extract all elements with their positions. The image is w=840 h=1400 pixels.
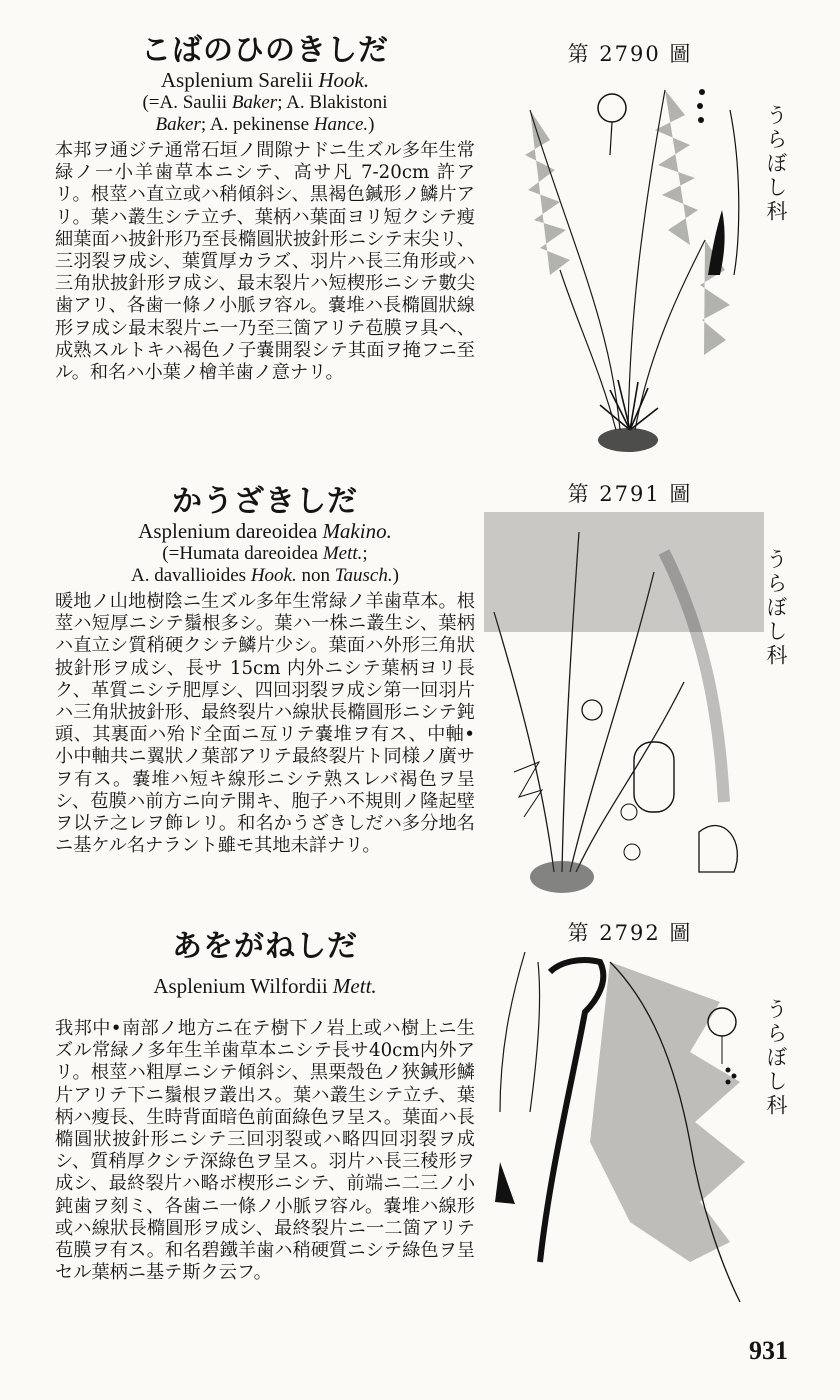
synonym-line xyxy=(55,92,475,114)
figure-number: 第 2791 圖 xyxy=(567,482,693,506)
page-number: 931 xyxy=(749,1336,788,1365)
synonym-author: Baker xyxy=(231,92,278,113)
genus-species: Asplenium dareoidea xyxy=(138,519,318,543)
genus-species: Asplenium Sarelii xyxy=(160,68,314,92)
synonym-text: (=A. Saulii xyxy=(142,92,228,113)
synonym-author: Baker xyxy=(155,114,201,135)
species-description: 暖地ノ山地樹陰ニ生ズル多年生常緑ノ羊歯草本。根莖ハ短厚ニシテ鬚根多シ。葉ハ一株ニ叢生シ、葉柄ハ直立シ質稍硬クシテ鱗片少シ。葉面ハ外形三角狀披針形ヲ成シ、長サ 15cm 内外ニシテ葉柄ヨリ長ク、革質ニシテ肥厚シ、四回羽裂ヲ成シ第一回羽片ハ三角狀披針形、最終裂片ハ線狀長橢圓形ニシテ鈍頭、其裏面ハ殆ド全面ニ亙リテ嚢堆ヲ有ス、中軸•小中軸共ニ翼狀ノ葉部アリテ最終裂片ト同様ノ廣サヲ有ス。嚢堆ハ短キ線形ニシテ熟スレバ褐色ヲ呈シ、苞膜ハ前方ニ向テ開キ、胞子ハ不規則ノ隆起壁ヲ以テ之レヲ飾レリ。和名かうざきしだハ多分地名ニ基ケル名ナラント雖モ其地未詳ナリ。 xyxy=(55,591,475,857)
synonym-author: Mett. xyxy=(322,543,363,564)
synonym-sep: ; A. pekinense xyxy=(200,114,310,135)
fern-illustration-icon xyxy=(484,512,764,897)
synonym-text: (=Humata dareoidea xyxy=(162,543,319,564)
synonym-sep: ; A. Blakistoni xyxy=(277,92,388,113)
species-description: 本邦ヲ通ジテ通常石垣ノ間隙ナドニ生ズル多年生常緑ノ一小羊歯草本ニシテ、高サ凡 7-20cm 許アリ。根莖ハ直立或ハ稍傾斜シ、黒褐色鍼形ノ鱗片アリ。葉ハ叢生シテ立チ、葉柄ハ葉面ヨリ短クシテ瘦細葉面ハ披針形乃至長橢圓狀披針形ニシテ末尖リ、三羽裂ヲ成シ、葉質厚カラズ、羽片ハ長三角形或ハ三角狀披針形ヲ成シ、最末裂片ハ短楔形ニシテ數尖歯アリ、各歯一條ノ小脈ヲ容ル。嚢堆ハ長橢圓狀線形ヲ成シ最末裂片ニ一乃至三箇アリテ苞膜ヲ具ヘ、成熟スルトキハ褐色ノ子嚢開裂シテ其面ヲ掩フニ至ル。和名ハ小葉ノ檜羊歯ノ意ナリ。 xyxy=(55,140,475,384)
author: Makino. xyxy=(322,519,392,543)
entry-kobanohinokishida xyxy=(55,34,475,384)
genus-species: Asplenium Wilfordii xyxy=(153,974,328,998)
synonym-sep: ; xyxy=(362,543,368,564)
synonym-line xyxy=(55,114,475,136)
synonym-line xyxy=(55,543,475,565)
synonym-author: Hook. xyxy=(250,565,297,586)
japanese-name: こばのひのきしだ xyxy=(141,33,389,68)
synonym-author: Hance. xyxy=(313,114,369,135)
synonym-line xyxy=(55,565,475,587)
synonym-sep: non xyxy=(301,565,330,586)
author: Mett. xyxy=(332,974,377,998)
species-description: 我邦中•南部ノ地方ニ在テ樹下ノ岩上或ハ樹上ニ生ズル常緑ノ多年生羊歯草本ニシテ長サ40cm内外アリ。根莖ハ粗厚ニシテ傾斜シ、黒栗殼色ノ狹鍼形鱗片アリテ下ニ鬚根ヲ叢出ス。葉ハ叢生シテ立チ、葉柄ハ瘦長、生時背面暗色前面綠色ヲ呈ス。葉面ハ長橢圓狀披針形ニシテ三回羽裂或ハ略四回羽裂ヲ成シ、質稍厚クシテ深綠色ヲ呈ス。羽片ハ長三稜形ヲ成シ、最終裂片ハ略ボ楔形ニシテ、前端ニ二三ノ小鈍歯ヲ刻ミ、各歯ニ一條ノ小脈ヲ容ル。嚢堆ハ線形或ハ線狀長橢圓形ヲ成シ、最終裂片ニ一二箇アリテ苞膜ヲ有ス。和名碧鐵羊歯ハ稍硬質ニシテ綠色ヲ呈セル葉柄ニ基テ斯ク云フ。 xyxy=(55,1018,475,1284)
family-label: うらぼし科 xyxy=(764,998,788,1118)
scientific-name xyxy=(55,974,475,998)
scientific-name xyxy=(55,68,475,92)
entry-kouzakishida xyxy=(55,485,475,857)
family-label: うらぼし科 xyxy=(764,548,788,668)
figure-number: 第 2790 圖 xyxy=(567,42,693,66)
synonym-sep: ) xyxy=(392,565,399,586)
synonym-text: A. davallioides xyxy=(131,565,247,586)
family-label: うらぼし科 xyxy=(764,104,788,224)
fern-illustration-icon xyxy=(490,942,770,1322)
japanese-name: かうざきしだ xyxy=(172,484,358,519)
japanese-name: あをがねしだ xyxy=(172,929,358,964)
entry-aoganeshida xyxy=(55,930,475,1284)
synonym-author: Tausch. xyxy=(334,565,393,586)
scientific-name xyxy=(55,519,475,543)
figure-number: 第 2792 圖 xyxy=(567,921,693,945)
fern-illustration-icon xyxy=(490,70,770,460)
synonym-sep: ) xyxy=(368,114,375,135)
author: Hook. xyxy=(318,68,370,92)
